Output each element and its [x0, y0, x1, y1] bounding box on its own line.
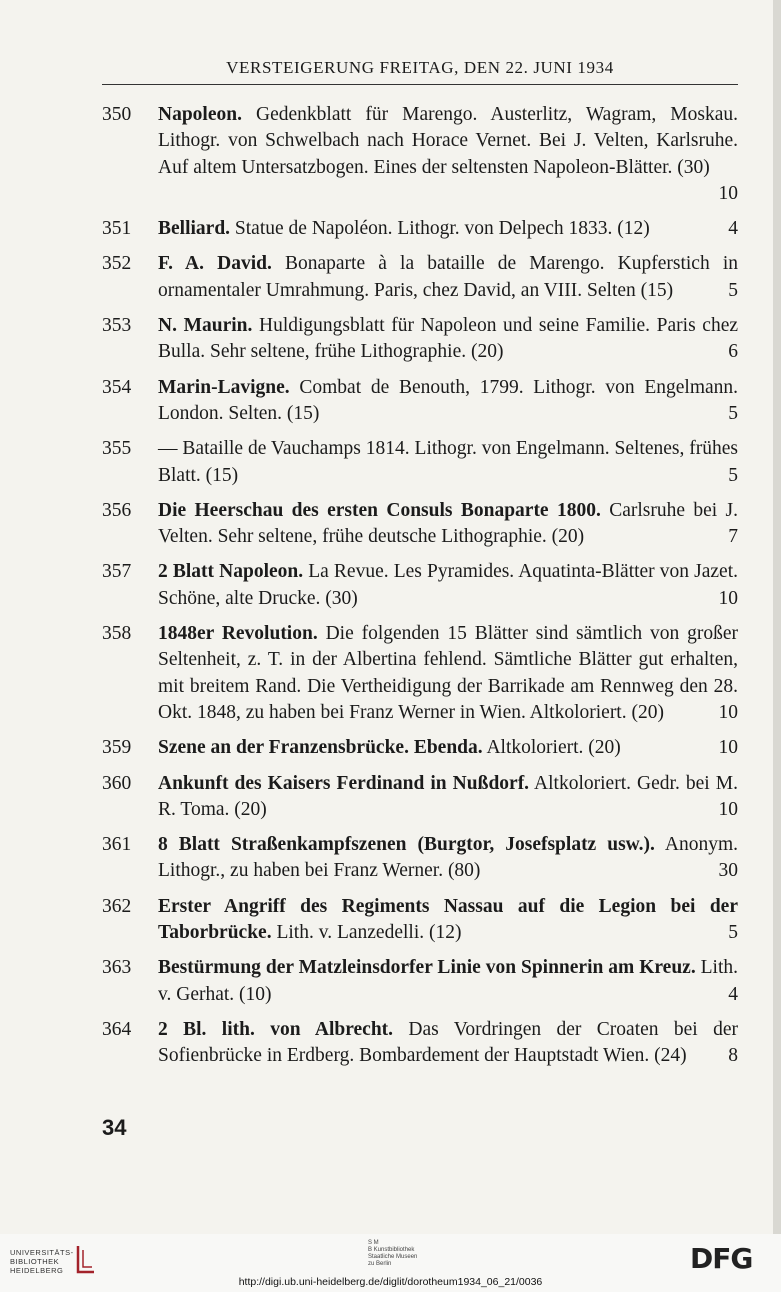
university-library-logo [10, 1248, 74, 1275]
lot-description: Statue de Napoléon. Lithogr. von Delpech 1833. (12) [234, 218, 650, 240]
lot-description: Anonym. Lithogr., zu haben bei Franz Werner. (80) [158, 834, 738, 882]
lot-title: Szene an der Franzensbrücke. Ebenda. [158, 737, 483, 759]
lot-text [158, 559, 738, 612]
uni-logo-line: UNIVERSITÄTS- [10, 1248, 74, 1257]
lot-description: Combat de Benouth, 1799. Lithogr. von Engelmann. London. Selten. (15) [158, 376, 739, 424]
lot-number: 353 [102, 315, 132, 337]
lot-title: 8 Blatt Straßenkampfszenen (Burgtor, Josefsplatz usw.). [158, 834, 655, 856]
lot-description: Gedenkblatt für Marengo. Austerlitz, Wagram, Moskau. Lithogr. von Schwelbach nach Horace Vernet. Bei J. Velten, Karlsruhe. Auf altem Untersatzbogen. Eines der seltensten Napoleon-Blätter. (30) [158, 104, 739, 178]
smb-logo [368, 1240, 417, 1268]
lot-number: 350 [102, 104, 132, 125]
lot-entry [102, 894, 738, 947]
lot-description: Altkoloriert. Gedr. bei M. R. Toma. (20) [158, 772, 738, 820]
lot-price: 5 [728, 464, 738, 486]
lot-text [158, 251, 738, 304]
lot-price: 4 [728, 218, 738, 240]
lot-number: 360 [102, 772, 132, 794]
lot-number: 354 [102, 376, 132, 398]
lot-title: Belliard. [158, 218, 231, 240]
lot-price: 10 [718, 737, 738, 759]
lot-price: 10 [718, 182, 738, 204]
lot-number: 352 [102, 253, 132, 275]
lot-entry [102, 436, 738, 489]
lot-entry [102, 955, 738, 1008]
lot-number: 358 [102, 623, 132, 645]
lot-text [158, 832, 738, 885]
lot-title: Marin-Lavigne. [158, 376, 290, 398]
header-rule [102, 84, 738, 85]
lot-text [158, 216, 738, 242]
lot-description: Lith. v. Gerhat. (10) [158, 957, 739, 1005]
lot-title: N. Maurin. [158, 315, 253, 337]
running-head: VERSTEIGERUNG FREITAG, DEN 22. JUNI 1934 [226, 58, 614, 77]
lot-title: Die Heerschau des ersten Consuls Bonaparte 1800. [158, 499, 601, 521]
lot-entry [102, 251, 738, 304]
lot-entry [102, 498, 738, 551]
lot-text [158, 375, 738, 428]
smb-logo-line: B Kunstbibliothek [368, 1247, 415, 1253]
lot-text [158, 436, 738, 489]
lot-title: Napoleon. [158, 104, 242, 125]
lot-description: Huldigungsblatt für Napoleon und seine Familie. Paris chez Bulla. Sehr seltene, frühe Lithographie. (20) [158, 315, 739, 363]
lot-number: 362 [102, 895, 132, 917]
lot-text [158, 771, 738, 824]
lot-description: Das Vordringen der Croaten bei der Sofienbrücke in Erdberg. Bombardement der Hauptstadt Wien. (24) [158, 1018, 738, 1067]
lot-description: Carlsruhe bei J. Velten. Sehr seltene, frühe deutsche Lithographie. (20) [158, 499, 738, 548]
lot-description: Lith. v. Lanzedelli. (12) [276, 922, 462, 944]
lot-price: 10 [718, 701, 738, 723]
lot-number: 364 [102, 1018, 132, 1040]
lot-text [158, 498, 738, 551]
lot-entry [102, 313, 738, 366]
lot-number: 355 [102, 438, 132, 460]
lot-title: 2 Blatt Napoleon. [158, 561, 304, 583]
lot-price: 5 [728, 279, 738, 301]
smb-logo-line: S M [368, 1240, 379, 1246]
smb-logo-line: zu Berlin [368, 1261, 392, 1267]
lot-price: 8 [728, 1045, 738, 1067]
lot-entry [102, 375, 738, 428]
lot-price: 10 [718, 798, 738, 820]
lot-title: 1848er Revolution. [158, 623, 318, 645]
lot-price: 6 [728, 341, 738, 363]
lot-text [158, 313, 738, 366]
lot-entry [102, 1017, 738, 1070]
uni-logo-line: HEIDELBERG [10, 1266, 64, 1275]
lot-text [158, 102, 738, 207]
lot-entry [102, 559, 738, 612]
lot-text [158, 894, 738, 947]
page-edge [773, 0, 781, 1234]
lot-title: 2 Bl. lith. von Albrecht. [158, 1018, 394, 1040]
lot-entry [102, 735, 738, 761]
lot-price: 5 [728, 922, 738, 944]
lot-list [102, 102, 738, 1079]
digitization-footer [0, 1234, 781, 1292]
lot-title: Bestürmung der Matzleinsdorfer Linie von Spinnerin am Kreuz. [158, 957, 696, 979]
lot-text [158, 735, 738, 761]
lot-text [158, 1017, 738, 1070]
lot-entry [102, 216, 738, 242]
lot-price: 5 [728, 402, 738, 424]
lot-number: 363 [102, 957, 132, 979]
lot-description: La Revue. Les Pyramides. Aquatinta-Blätter von Jazet. Schöne, alte Drucke. (30) [158, 561, 738, 609]
lot-entry [102, 621, 738, 726]
smb-logo-line: Staatliche Museen [368, 1254, 418, 1260]
lot-price: 10 [718, 587, 738, 609]
lot-price: 4 [728, 983, 738, 1005]
uni-logo-line: BIBLIOTHEK [10, 1257, 60, 1266]
university-mark-icon [75, 1244, 97, 1274]
lot-number: 357 [102, 561, 132, 583]
dfg-logo: DFG [690, 1242, 753, 1275]
lot-description: — Bataille de Vauchamps 1814. Lithogr. von Engelmann. Seltenes, frühes Blatt. (15) [158, 438, 738, 486]
lot-number: 359 [102, 737, 132, 759]
page-number: 34 [102, 1115, 127, 1140]
lot-number: 356 [102, 499, 132, 521]
lot-number: 351 [102, 218, 132, 240]
lot-description: Altkoloriert. (20) [486, 737, 621, 759]
lot-entry [102, 102, 738, 207]
lot-price: 30 [718, 860, 738, 882]
lot-description: Die folgenden 15 Blätter sind sämtlich von großer Seltenheit, z. T. in der Albertina fehlend. Sämtliche Blätter gut erhalten, mit breitem Rand. Die Vertheidigung der Barrikade am Rennweg den 28. Okt. 1848, zu haben bei Franz Werner in Wien. Altkoloriert. (20) [158, 623, 738, 723]
lot-entry [102, 832, 738, 885]
lot-title: F. A. David. [158, 253, 272, 275]
source-url-link[interactable]: http://digi.ub.uni-heidelberg.de/diglit/dorotheum1934_06_21/0036 [238, 1276, 543, 1288]
lot-title: Ankunft des Kaisers Ferdinand in Nußdorf. [158, 772, 530, 794]
lot-text [158, 955, 738, 1008]
lot-title: Erster Angriff des Regiments Nassau auf die Legion bei der Taborbrücke. [158, 895, 738, 944]
lot-price: 7 [728, 526, 738, 548]
lot-entry [102, 771, 738, 824]
lot-number: 361 [102, 834, 132, 856]
lot-text [158, 621, 738, 726]
lot-description: Bonaparte à la bataille de Marengo. Kupferstich in ornamentaler Umrahmung. Paris, chez David, an VIII. Selten (15) [158, 253, 738, 301]
